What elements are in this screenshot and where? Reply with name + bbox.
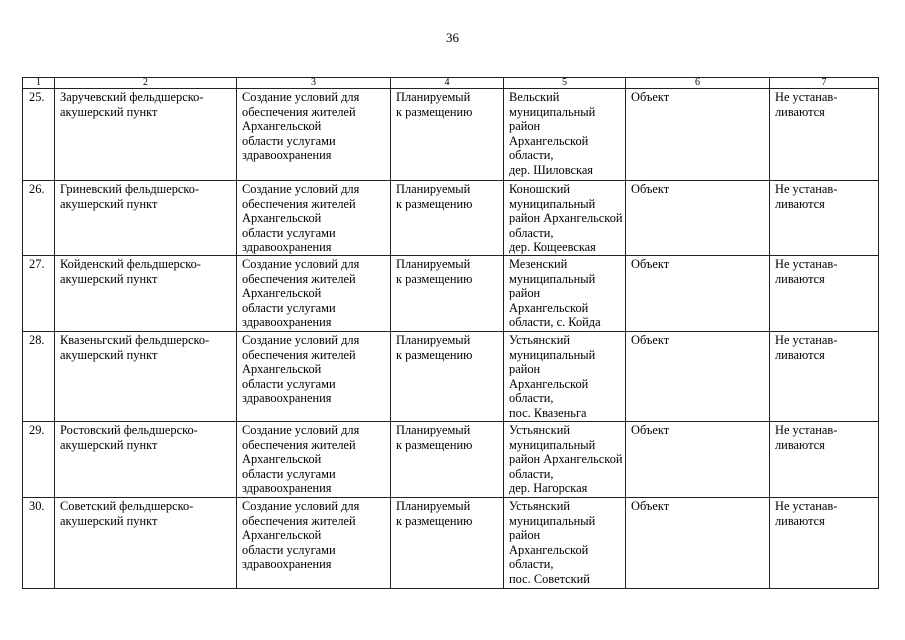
column-number: 3 (237, 78, 391, 89)
object-name: Койденский фельдшерско- акушерский пункт (55, 256, 237, 332)
column-number: 2 (55, 78, 237, 89)
column-number-row (23, 78, 879, 89)
row-number: 30. (23, 498, 55, 589)
table-row (23, 89, 879, 181)
object-location: Вельский муниципальный район Архангельской области, дер. Шиловская (504, 89, 626, 181)
column-number: 7 (770, 78, 879, 89)
object-name: Квазеньгский фельдшерско- акушерский пункт (55, 332, 237, 422)
object-kind: Объект (626, 256, 770, 332)
protection-zones: Не устанав- ливаются (770, 89, 879, 181)
row-number: 27. (23, 256, 55, 332)
object-name: Заручевский фельдшерско- акушерский пункт (55, 89, 237, 181)
table-row (23, 422, 879, 498)
object-purpose: Создание условий для обеспечения жителей Архангельской области услугами здравоохранения (237, 181, 391, 256)
object-location: Устьянский муниципальный район Архангельской области, дер. Нагорская (504, 422, 626, 498)
table-row (23, 256, 879, 332)
object-status: Планируемый к размещению (391, 89, 504, 181)
protection-zones: Не устанав- ливаются (770, 332, 879, 422)
column-number: 6 (626, 78, 770, 89)
page-number: 36 (446, 30, 459, 45)
object-name: Советский фельдшерско- акушерский пункт (55, 498, 237, 589)
object-kind: Объект (626, 89, 770, 181)
object-kind: Объект (626, 498, 770, 589)
object-status: Планируемый к размещению (391, 332, 504, 422)
protection-zones: Не устанав- ливаются (770, 181, 879, 256)
object-name: Гриневский фельдшерско- акушерский пункт (55, 181, 237, 256)
row-number: 29. (23, 422, 55, 498)
object-status: Планируемый к размещению (391, 422, 504, 498)
object-status: Планируемый к размещению (391, 498, 504, 589)
protection-zones: Не устанав- ливаются (770, 498, 879, 589)
column-number: 1 (23, 78, 55, 89)
column-number: 5 (504, 78, 626, 89)
objects-table (22, 77, 879, 589)
object-name: Ростовский фельдшерско- акушерский пункт (55, 422, 237, 498)
protection-zones: Не устанав- ливаются (770, 422, 879, 498)
object-location: Устьянский муниципальный район Архангельской области, пос. Советский (504, 498, 626, 589)
row-number: 25. (23, 89, 55, 181)
object-kind: Объект (626, 422, 770, 498)
object-location: Коношский муниципальный район Архангельской области, дер. Кощеевская (504, 181, 626, 256)
object-kind: Объект (626, 332, 770, 422)
table-row (23, 332, 879, 422)
object-status: Планируемый к размещению (391, 181, 504, 256)
object-status: Планируемый к размещению (391, 256, 504, 332)
object-purpose: Создание условий для обеспечения жителей Архангельской области услугами здравоохранения (237, 498, 391, 589)
column-number: 4 (391, 78, 504, 89)
row-number: 26. (23, 181, 55, 256)
row-number: 28. (23, 332, 55, 422)
table-row (23, 498, 879, 589)
table-row (23, 181, 879, 256)
object-purpose: Создание условий для обеспечения жителей Архангельской области услугами здравоохранения (237, 256, 391, 332)
object-purpose: Создание условий для обеспечения жителей Архангельской области услугами здравоохранения (237, 422, 391, 498)
object-purpose: Создание условий для обеспечения жителей Архангельской области услугами здравоохранения (237, 89, 391, 181)
object-location: Мезенский муниципальный район Архангельской области, с. Койда (504, 256, 626, 332)
protection-zones: Не устанав- ливаются (770, 256, 879, 332)
object-purpose: Создание условий для обеспечения жителей Архангельской области услугами здравоохранения (237, 332, 391, 422)
object-location: Устьянский муниципальный район Архангельской области, пос. Квазеньга (504, 332, 626, 422)
object-kind: Объект (626, 181, 770, 256)
